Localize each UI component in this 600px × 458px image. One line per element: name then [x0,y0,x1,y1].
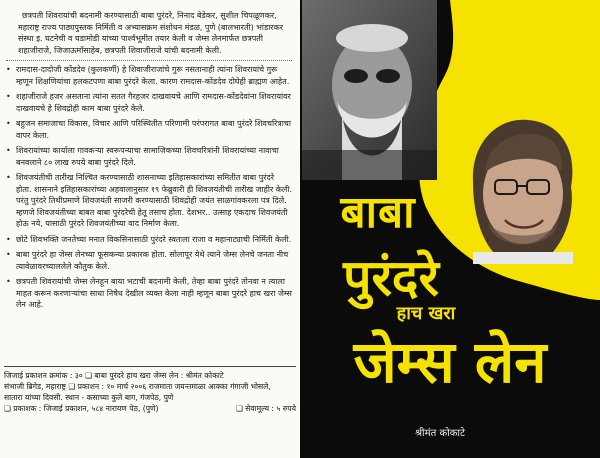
title-line-hach-khara: हाच खरा [396,303,456,324]
price: ❑ सेवामूल्य : ५ रुपये [236,404,296,413]
point-item: • शिवरायांच्या कार्याला गावकऱ्या स्वरूपन्याचा सामाजिकच्या शिवचरित्रांनी शिवरायांच्या नावाचा बनवलाने ८० लाख रुपये बाबा पुरंदरे दिले. [6,145,292,168]
publisher-address: ❑ प्रकाशक : जिजाई प्रकाशन, ५८४ नारायण पेठ, (पुणे) [4,404,159,413]
author-name: श्रीमंत कोकाटे [414,428,466,439]
imprint-line-1: जिजाई प्रकाशन क्रमांक : ३० ❑ बाबा पुरंदरे हाच खरा जेम्स लेन : श्रीमंत कोकाटे [4,371,224,380]
imprint-line-4 [4,403,296,414]
back-cover-text [6,10,292,315]
imprint-line-3: सातारा यांच्या दिवसी. स्थान - कसाच्या कुले बाग, गंजपेठ, पुणे [4,393,174,402]
front-cover [300,0,600,458]
point-item: • छोटे शिवभक्ति जनतेच्या मनात विकसिनासाठी पुरंदरे स्वतःला राजा व महानाट्याची निर्मिती केली. [6,234,292,246]
title-line-purandare: पुरंदरे [343,249,439,307]
imprint-line-2: संभाजी ब्रिगेड, महाराष्ट्र ❑ प्रकाशन : १० मार्च २००६ राजमाता जयन्तमाळा आक्का गंगाजी भोसले, [4,382,271,391]
point-item: • शिवजयंतीची तारीख निश्चित करण्यासाठी शासनाच्या इतिहासकारांच्या समितीत बाबा पुरंदरे होता. शासनाने इतिहासकारांच्या अहवालानुसार १९ फेब्रुवारी ही शिवजयंतीची तारीख जाहीर केली. परंतु पुरंदरे तिथीप्रमाणे शिवजयंती साजरी करण्यासाठी शिवद्रोही जयंत साळगांवकरला पत्र दिले. म्हणजे शिवजयंतीच्या बाबत बाबा पुरंदरेची हेतू तसाच होता. देशभर.. उत्साह एकदाच शिवजयंती होऊ नये, यासाठी पुरंदरे शिवजयंतीच्या वाद निर्माण केला. [6,172,292,230]
point-item: • बाबा पुरंदरे हा जेम्स लेनच्या फूसकन्या प्रकारक होता. सोलापूर येथे त्याने जेम्स लेनचे जनता नीच त्यावेळावरच्याललेले कौतुक केले. [6,249,292,272]
title-line-james-lane: जेम्स लेन [353,328,547,396]
point-item: • बहुजन समाजाचा विकास, विचार आणि परिस्थितीत परिणामी परंपरागत बाबा पुरंदरे शिवचरित्राचा वापर केला. [6,118,292,141]
point-item: • शहाजीराजे हजर असताना त्यांना सतत गैरहजर दाखवायचे आणि रामदास-कोंडदेवांना शिवरायांवर दाखवायचे हे शिवद्रोही काम बाबा पुरंदरे केले. [6,91,292,114]
intro-paragraph: छत्रपती शिवरायांची बदनामी करण्यासाठी बाबा पुरंदरे, निनाद बेडेकर, सुशील चिपळूणकर, महाराष्ट्र राज्य पाठ्यपुस्तक निर्मिती व अभ्यासक्रम संशोधन मंडळ, पुणे (बालभारती) भांडारकर संस्था इ. घटनेची व घडामोडी यांच्या पार्श्वभूमीत तयार केली व जेम्स लेनमार्फत छत्रपती शहाजीराजे, जिजाऊमाँसाहेब, छत्रपती शिवाजीराजे यांची बदनामी केली. [18,11,283,55]
point-item: • रामदास-दादोजी कोंडदेव (कुलकर्णी) हे शिवाजीराजांचे गुरू नसतानाही त्यांना शिवरायांचे गुरू म्हणून शिक्षणियांचा हलकटपणा बाबा पुरंदरे केला. कारण रामदास-कोंडदेव दोघेही ब्राह्मण आहेत. [6,64,292,87]
divider [6,60,292,61]
points-list [6,64,292,311]
point-item: • छत्रपती शिवरायांची जेम्स लेनहून बाया भटाची बदनामी केली, तेव्हा बाबा पुरंदरे तोनवा न त्याला माहत करून करणाऱ्यांचा साधा निषेध देखील व्यक्त केला नाही म्हणून बाबा पुरंदरे हाच खरा जेम्स लेन आहे. [6,276,292,311]
title-line-baba: बाबा [340,187,416,238]
portrait-photo-left [302,0,437,180]
imprint-block [4,366,296,414]
